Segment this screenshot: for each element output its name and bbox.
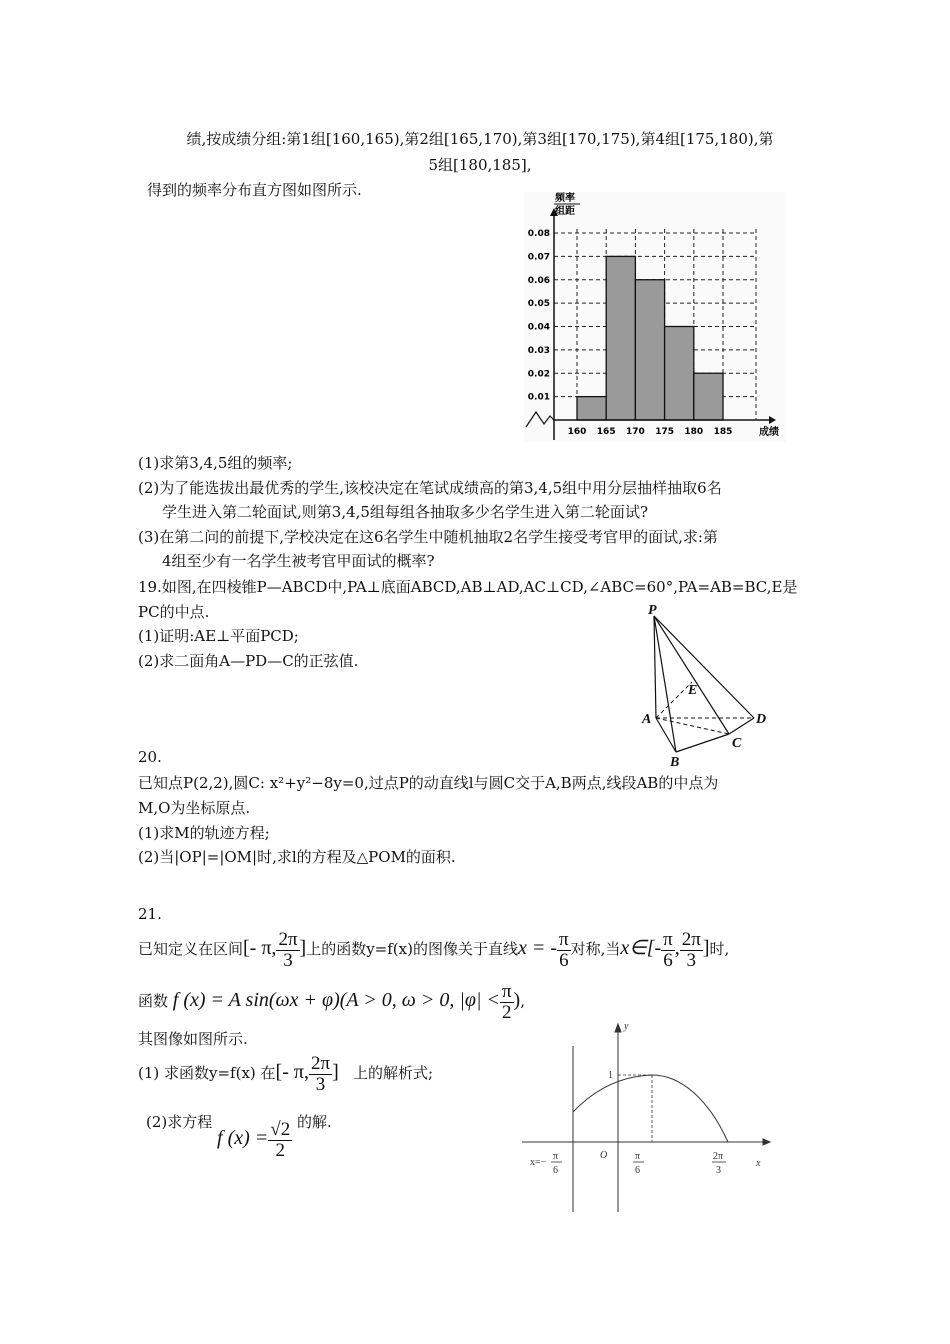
x-tick-label: 185 xyxy=(713,427,733,437)
chart-ylabel-top: 频率 xyxy=(555,193,575,204)
frac-den: 3 xyxy=(686,949,697,971)
graph-one: 1 xyxy=(608,1070,613,1081)
q18-sub3a: (3)在第二问的前提下,学校决定在这6名学生中随机抽取2名学生接受考官甲的面试,求:第 xyxy=(138,528,718,546)
q20-line2: M,O为坐标原点. xyxy=(138,799,251,817)
q18-sub3b: 4组至少有一名学生被考官甲面试的概率? xyxy=(162,552,435,570)
q18-line2: 5组[180,185], xyxy=(428,156,532,174)
y-tick-label: 0.07 xyxy=(527,252,550,263)
label-a: A xyxy=(642,712,652,727)
q18-line1: 绩,按成绩分组:第1组[160,165),第2组[165,170),第3组[170,175),第4组[175,180),第 xyxy=(186,130,774,148)
x-tick-label: 160 xyxy=(567,427,587,437)
label-d: D xyxy=(756,712,767,727)
frac-num: 2π xyxy=(278,928,298,950)
q21-l1a: 已知定义在区间 xyxy=(138,940,244,958)
q21-l2b: , xyxy=(520,992,525,1010)
frac-den: 3 xyxy=(283,949,293,971)
histogram-bar-1 xyxy=(577,397,606,420)
graph-mid-six: 6 xyxy=(635,1165,640,1176)
q21-l1c: 对称,当 xyxy=(570,940,621,958)
y-tick-label: 0.02 xyxy=(527,369,550,380)
q21-sub2 xyxy=(146,1110,332,1161)
chart-xlabel: 成绩 xyxy=(759,427,779,438)
graph-origin: O xyxy=(600,1150,608,1161)
frac-2pi-3c xyxy=(309,1054,332,1095)
q18-sub1: (1)求第3,4,5组的频率; xyxy=(138,454,293,472)
q21-sub1b: 上的解析式; xyxy=(353,1064,434,1082)
q19-line1: 19.如图,在四棱锥P—ABCD中,PA⊥底面ABCD,AB⊥AD,AC⊥CD,∠ABC=60°,PA=AB=BC,E是 xyxy=(138,578,798,596)
frac-2pi-3b xyxy=(680,930,703,971)
chart-ylabel-bottom: 组距 xyxy=(555,206,575,217)
q21-sub2b: 的解. xyxy=(297,1113,332,1131)
frac-num: π xyxy=(663,928,673,950)
q21-line1 xyxy=(138,924,729,972)
interval-open-2: [- π, xyxy=(275,1061,309,1083)
x-tick-label: 175 xyxy=(655,427,674,437)
frac-num: 2π xyxy=(310,1052,331,1074)
histogram-bar-3 xyxy=(635,280,664,420)
frac-den: 6 xyxy=(559,949,569,971)
label-e: E xyxy=(688,683,698,698)
y-tick-label: 0.04 xyxy=(527,322,550,333)
frac-num: π xyxy=(501,980,512,1002)
graph-x-label: x xyxy=(756,1158,761,1169)
frac-den: 6 xyxy=(663,949,673,971)
graph-left-pi: π xyxy=(553,1151,559,1162)
q20-sub2: (2)当|OP|=|OM|时,求l的方程及△POM的面积. xyxy=(138,848,456,866)
y-tick-label: 0.01 xyxy=(527,392,550,403)
close-paren: ) xyxy=(513,989,521,1011)
y-tick-label: 0.03 xyxy=(527,345,550,356)
frac-pi-6 xyxy=(557,930,571,971)
q19-sub2: (2)求二面角A—PD—C的正弦值. xyxy=(138,652,359,670)
q21-l1d: 时, xyxy=(709,940,730,958)
frac-num: √2 xyxy=(270,1118,291,1140)
histogram-bar-5 xyxy=(694,373,723,420)
q21-sub1a: (1) 求函数y=f(x) 在 xyxy=(138,1064,276,1082)
pyramid-figure xyxy=(636,602,776,770)
label-p: P xyxy=(648,603,657,618)
q21-line3: 其图像如图所示. xyxy=(138,1030,248,1048)
frac-2pi-3 xyxy=(276,930,299,971)
y-tick-label: 0.05 xyxy=(527,299,550,310)
label-b: B xyxy=(670,755,680,770)
sine-graph xyxy=(520,1018,780,1214)
graph-left-six: 6 xyxy=(553,1165,558,1176)
frac-num: 2π xyxy=(681,928,701,950)
q19-sub1: (1)证明:AE⊥平面PCD; xyxy=(138,627,299,645)
frac-sqrt2-2 xyxy=(268,1120,292,1161)
histogram-bar-2 xyxy=(606,256,635,420)
q21-l1b: 上的函数y=f(x)的图像关于直线 xyxy=(306,940,518,958)
x-eq: x = - xyxy=(517,937,558,959)
frac-den: 2 xyxy=(275,1139,285,1161)
graph-right-2pi: 2π xyxy=(713,1151,724,1162)
interval-close-b: ] xyxy=(702,937,710,959)
y-tick-label: 0.08 xyxy=(527,229,550,239)
q21-num: 21. xyxy=(138,905,162,923)
graph-left-eq: x=− xyxy=(530,1157,547,1168)
q19-line2: PC的中点. xyxy=(138,603,210,621)
graph-y-label: y xyxy=(624,1021,629,1032)
interval-open: [- π, xyxy=(243,937,277,959)
q21-sub2a: (2)求方程 xyxy=(146,1113,213,1131)
label-c: C xyxy=(732,736,742,751)
q21-line2 xyxy=(138,976,525,1024)
comma: , xyxy=(674,937,680,959)
x-in: x∈[- xyxy=(620,937,662,959)
interval-close: ] xyxy=(299,937,307,959)
frac-pi-6b xyxy=(661,930,675,971)
frac-num: π xyxy=(559,928,569,950)
histogram-chart xyxy=(524,192,786,442)
q20-line1: 已知点P(2,2),圆C: x²+y²−8y=0,过点P的动直线l与圆C交于A,B两点,线段AB的中点为 xyxy=(138,774,719,792)
q18-sub2b: 学生进入第二轮面试,则第3,4,5组每组各抽取多少名学生进入第二轮面试? xyxy=(162,503,648,521)
q21-l2a: 函数 xyxy=(138,992,169,1010)
frac-den: 2 xyxy=(502,1001,512,1023)
graph-mid-pi: π xyxy=(635,1151,641,1162)
fx-eq: f (x) = xyxy=(217,1127,269,1149)
q21-sub1 xyxy=(138,1048,433,1096)
interval-close-2: ] xyxy=(332,1061,339,1083)
frac-pi-2 xyxy=(500,982,514,1023)
q18-line3: 得到的频率分布直方图如图所示. xyxy=(147,181,362,199)
histogram-bar-4 xyxy=(665,327,694,421)
x-tick-label: 165 xyxy=(596,427,616,437)
frac-den: 3 xyxy=(315,1073,326,1095)
x-tick-label: 180 xyxy=(684,427,704,437)
y-tick-label: 0.06 xyxy=(527,275,550,286)
q20-num: 20. xyxy=(138,748,162,766)
fx-def: f (x) = A sin(ωx + φ)(A > 0, ω > 0, |φ| < xyxy=(172,989,500,1011)
q18-sub2a: (2)为了能选拔出最优秀的学生,该校决定在笔试成绩高的第3,4,5组中用分层抽样抽取6名 xyxy=(138,479,722,497)
q20-sub1: (1)求M的轨迹方程; xyxy=(138,824,270,842)
graph-right-three: 3 xyxy=(716,1165,721,1176)
x-tick-label: 170 xyxy=(626,427,645,437)
